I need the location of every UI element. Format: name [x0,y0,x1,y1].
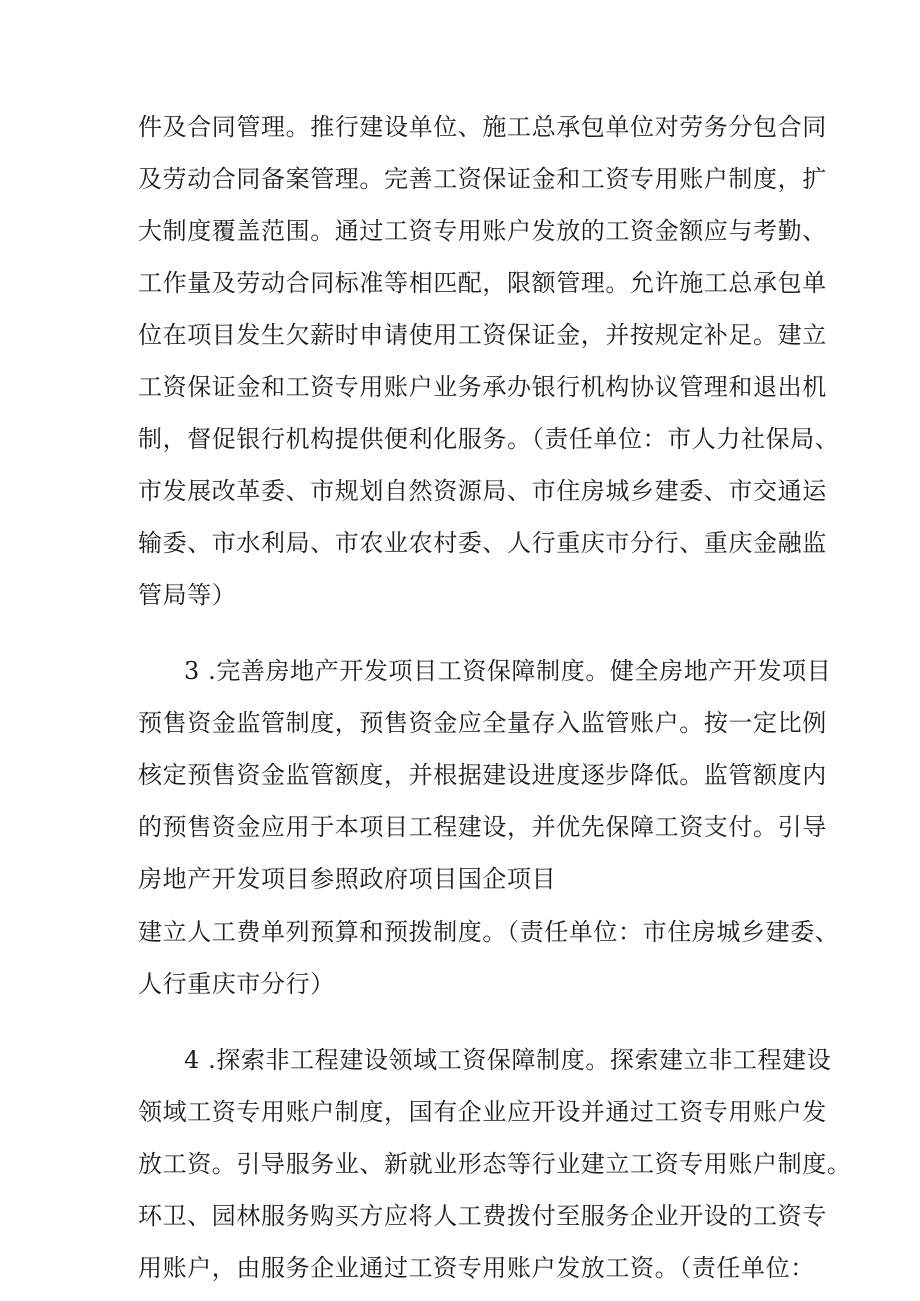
text-line: 大制度覆盖范围。通过工资专用账户发放的工资金额应与考勤、 [138,217,827,245]
text-line: 3 .完善房地产开发项目工资保障制度。健全房地产开发项目 [184,657,832,685]
text-line: 件及合同管理。推行建设单位、施工总承包单位对劳务分包合同 [138,113,827,141]
text-line: 管局等） [138,581,237,609]
text-line: 位在项目发生欠薪时申请使用工资保证金，并按规定补足。建立 [138,321,827,349]
text-line: 人行重庆市分行） [138,970,335,998]
text-line: 房地产开发项目参照政府项目国企项目 [138,865,557,893]
text-line: 建立人工费单列预算和预拨制度。（责任单位：市住房城乡建委、 [138,918,840,946]
text-line: 环卫、园林服务购买方应将人工费拨付至服务企业开设的工资专 [138,1202,827,1230]
text-line: 制，督促银行机构提供便利化服务。（责任单位：市人力社保局、 [138,425,840,453]
text-line: 核定预售资金监管额度，并根据建设进度逐步降低。监管额度内 [138,761,827,789]
text-line: 用账户，由服务企业通过工资专用账户发放工资。（责任单位： [138,1254,815,1282]
text-line: 及劳动合同备案管理。完善工资保证金和工资专用账户制度，扩 [138,165,827,193]
text-line: 市发展改革委、市规划自然资源局、市住房城乡建委、市交通运 [138,477,827,505]
text-line: 输委、市水利局、市农业农村委、人行重庆市分行、重庆金融监 [138,529,827,557]
text-line: 4 .探索非工程建设领域工资保障制度。探索建立非工程建设 [184,1046,832,1074]
text-line: 领域工资专用账户制度，国有企业应开设并通过工资专用账户发 [138,1098,827,1126]
text-line: 的预售资金应用于本项目工程建设，并优先保障工资支付。引导 [138,813,827,841]
text-line: 预售资金监管制度，预售资金应全量存入监管账户。按一定比例 [138,709,827,737]
text-line: 工作量及劳动合同标准等相匹配，限额管理。允许施工总承包单 [138,269,827,297]
text-line: 工资保证金和工资专用账户业务承办银行机构协议管理和退出机 [138,373,827,401]
text-line: 放工资。引导服务业、新就业形态等行业建立工资专用账户制度。 [138,1150,852,1178]
